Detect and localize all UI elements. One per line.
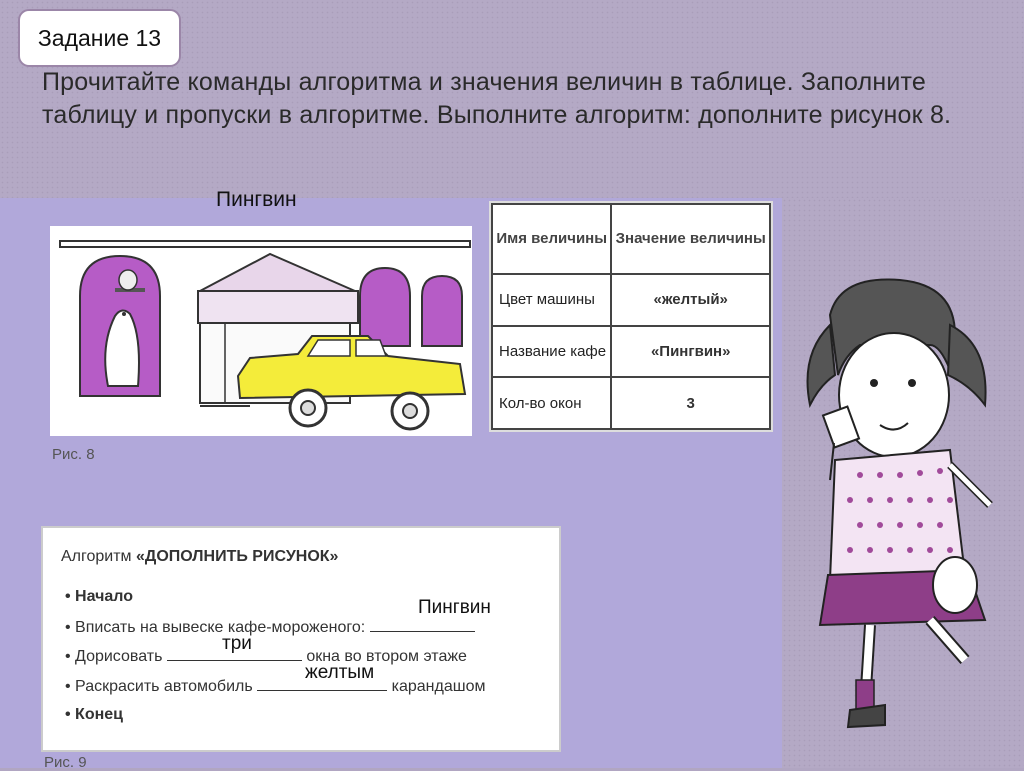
table-row: [492, 274, 770, 326]
task-instructions: [42, 66, 1002, 132]
handwritten-answer-3: желтым: [305, 662, 375, 683]
figure-8-illustration: [50, 226, 472, 436]
girl-illustration: [790, 275, 1012, 755]
instructions-line-2: таблицу и пропуски в алгоритме. Выполните алгоритм: дополните рисунок 8.: [42, 101, 952, 129]
row-value: «желтый»: [611, 274, 770, 326]
header-variable-value: Значение величины: [611, 204, 770, 274]
row-name: Название кафе: [492, 326, 611, 378]
handwritten-answer-2: три: [222, 633, 252, 654]
algorithm-box: [41, 526, 561, 752]
girl-drawing: [790, 275, 1012, 755]
table-row: [492, 326, 770, 378]
header-variable-name: Имя величины: [492, 204, 611, 274]
algorithm-step-1: • Вписать на вывеске кафе-мороженого:: [65, 617, 475, 637]
handwritten-answer-1: Пингвин: [418, 597, 491, 618]
task-badge: Задание 13: [18, 9, 181, 67]
row-name: Кол-во окон: [492, 377, 611, 429]
row-value: 3: [611, 377, 770, 429]
row-name: Цвет машины: [492, 274, 611, 326]
algorithm-step-3: • Раскрасить автомобиль карандашом: [65, 678, 486, 695]
instructions-line-1: Прочитайте команды алгоритма и значения величин в таблице. Заполните: [42, 68, 927, 96]
cafe-street-drawing: [50, 226, 472, 436]
figure-8-label: Рис. 8: [52, 446, 95, 463]
algorithm-step-2: • Дорисовать окна во втором этаже: [65, 648, 467, 665]
algorithm-title-name: «ДОПОЛНИТЬ РИСУНОК»: [136, 548, 339, 565]
values-table: [489, 201, 773, 432]
algorithm-title: [61, 548, 338, 566]
algorithm-end: • Конец: [65, 706, 123, 723]
answer-blank-1[interactable]: [370, 617, 475, 632]
figure-9-label: Рис. 9: [44, 754, 87, 771]
handwritten-cafe-name: Пингвин: [216, 188, 297, 211]
algorithm-start: • Начало: [65, 588, 134, 605]
row-value: «Пингвин»: [611, 326, 770, 378]
table-row: [492, 377, 770, 429]
algorithm-title-prefix: Алгоритм: [61, 548, 132, 565]
